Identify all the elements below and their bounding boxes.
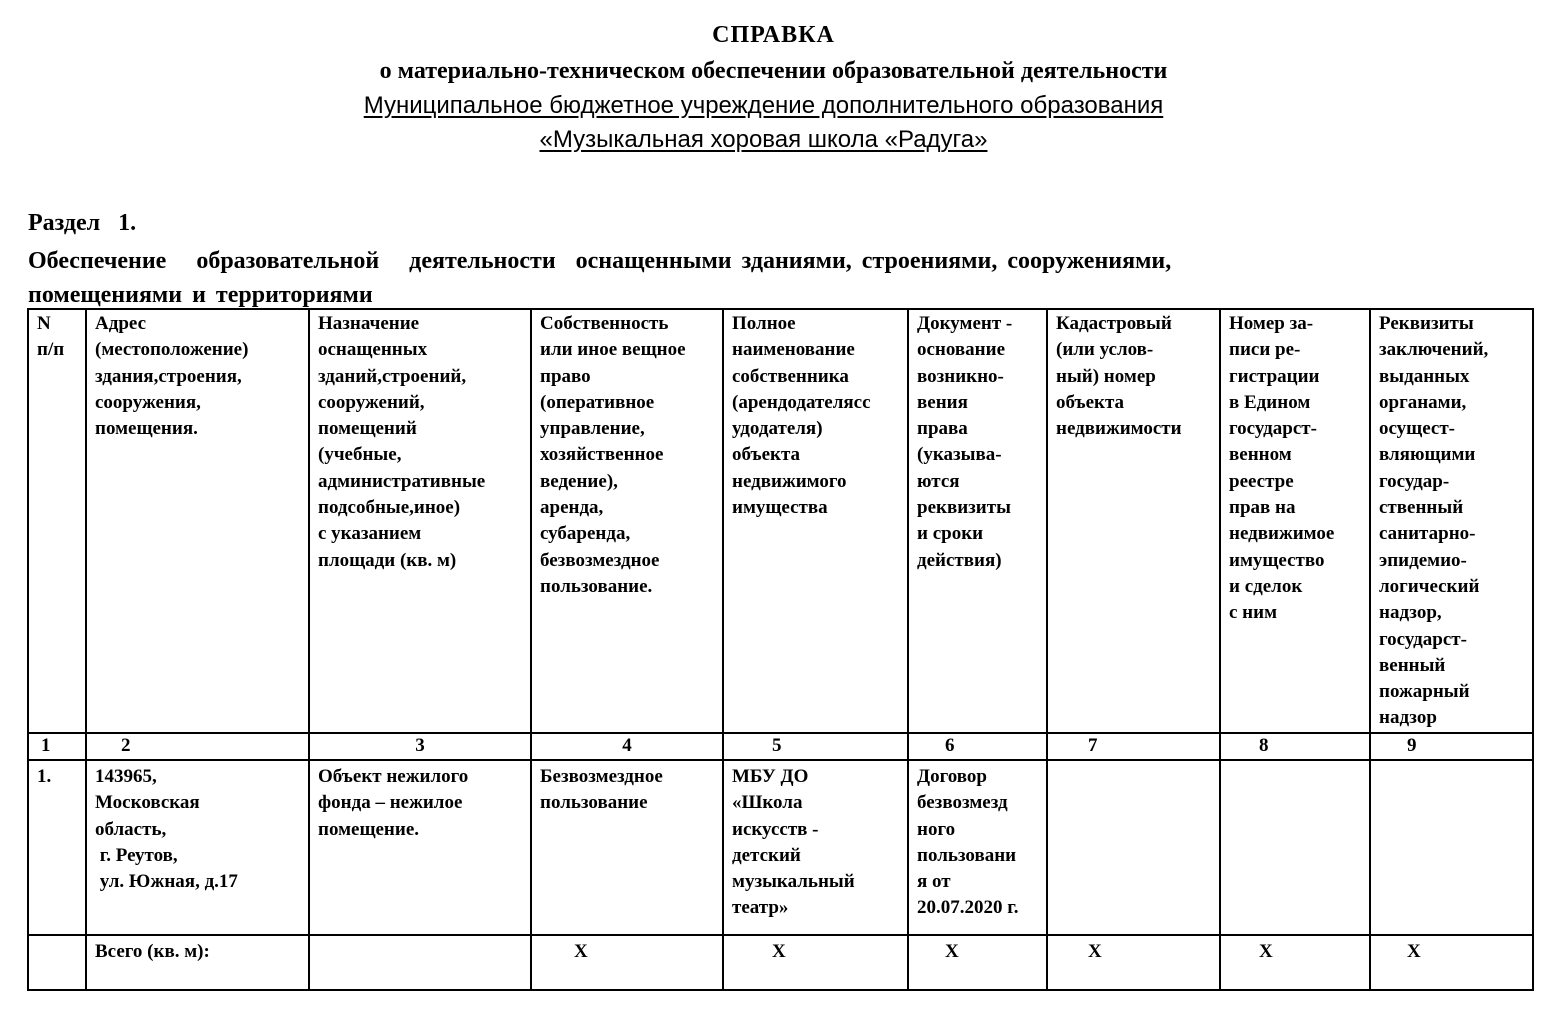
total-mark: X: [908, 935, 1047, 990]
total-mark: X: [1047, 935, 1220, 990]
header-cell-document: Документ - основание возникно- вения права (указыва- ются реквизиты и сроки действия): [908, 309, 1047, 733]
column-number: 5: [723, 733, 908, 760]
header-cell-ownership: Собственность или иное вещное право (оперативное управление, хозяйственное ведение), аренда, субаренда, безвозмездное пользование.: [531, 309, 723, 733]
table-header-row: [28, 309, 1533, 733]
organization-name-line1: Муниципальное бюджетное учреждение дополнительного образования: [363, 92, 1164, 119]
column-number-row: [28, 733, 1533, 760]
row-owner-cell: МБУ ДО «Школа искусств - детский музыкальный театр»: [723, 760, 908, 935]
total-empty-cell: [28, 935, 86, 990]
organization-name-line2: «Музыкальная хоровая школа «Радуга»: [539, 126, 988, 153]
row-address-cell: 143965, Московская область, г. Реутов, ул. Южная, д.17: [86, 760, 309, 935]
document-title: СПРАВКА: [712, 22, 835, 48]
total-purpose-cell: [309, 935, 531, 990]
section-label: Раздел 1.: [28, 210, 137, 236]
header-cell-registry: Номер за- писи ре- гистрации в Едином государст- венном реестре прав на недвижимое имущество и сделок с ним: [1220, 309, 1370, 733]
row-ownership-cell: Безвозмездное пользование: [531, 760, 723, 935]
column-number: 1: [28, 733, 86, 760]
section-title-line2: помещениями и территориями: [28, 282, 373, 308]
total-mark: X: [1370, 935, 1533, 990]
facilities-table: [27, 308, 1534, 991]
column-number: 8: [1220, 733, 1370, 760]
total-mark: X: [531, 935, 723, 990]
header-cell-address: Адрес (местоположение) здания,строения, сооружения, помещения.: [86, 309, 309, 733]
table-row: [28, 760, 1533, 935]
row-cadastral-cell: [1047, 760, 1220, 935]
total-mark: X: [723, 935, 908, 990]
row-document-cell: Договор безвозмезд ного пользовани я от 20.07.2020 г.: [908, 760, 1047, 935]
total-mark: X: [1220, 935, 1370, 990]
row-num-cell: 1.: [28, 760, 86, 935]
header-cell-purpose: Назначение оснащенных зданий,строений, сооружений, помещений (учебные, административные подсобные,иное) с указанием площади (кв. м): [309, 309, 531, 733]
column-number: 9: [1370, 733, 1533, 760]
row-registry-cell: [1220, 760, 1370, 935]
document-subtitle: о материально-техническом обеспечении образовательной деятельности: [379, 58, 1168, 84]
column-number: 7: [1047, 733, 1220, 760]
total-row: [28, 935, 1533, 990]
column-number: 2: [86, 733, 309, 760]
section-title: [28, 244, 1408, 312]
header-cell-owner: Полное наименование собственника (арендодателясс удодателя) объекта недвижимого имущества: [723, 309, 908, 733]
row-purpose-cell: Объект нежилого фонда – нежилое помещение.: [309, 760, 531, 935]
row-requisites-cell: [1370, 760, 1533, 935]
total-label: Всего (кв. м):: [86, 935, 309, 990]
column-number: 3: [309, 733, 531, 760]
column-number: 6: [908, 733, 1047, 760]
header-cell-num: N п/п: [28, 309, 86, 733]
header-cell-cadastral: Кадастровый (или услов- ный) номер объекта недвижимости: [1047, 309, 1220, 733]
section-title-line1: Обеспечение образовательной деятельности оснащенными зданиями, строениями, сооружениями,: [28, 248, 1172, 274]
header-cell-requisites: Реквизиты заключений, выданных органами, осущест- вляющими государ- ственный санитарно- эпидемио- логический надзор, государст- венный пожарный надзор: [1370, 309, 1533, 733]
column-number: 4: [531, 733, 723, 760]
